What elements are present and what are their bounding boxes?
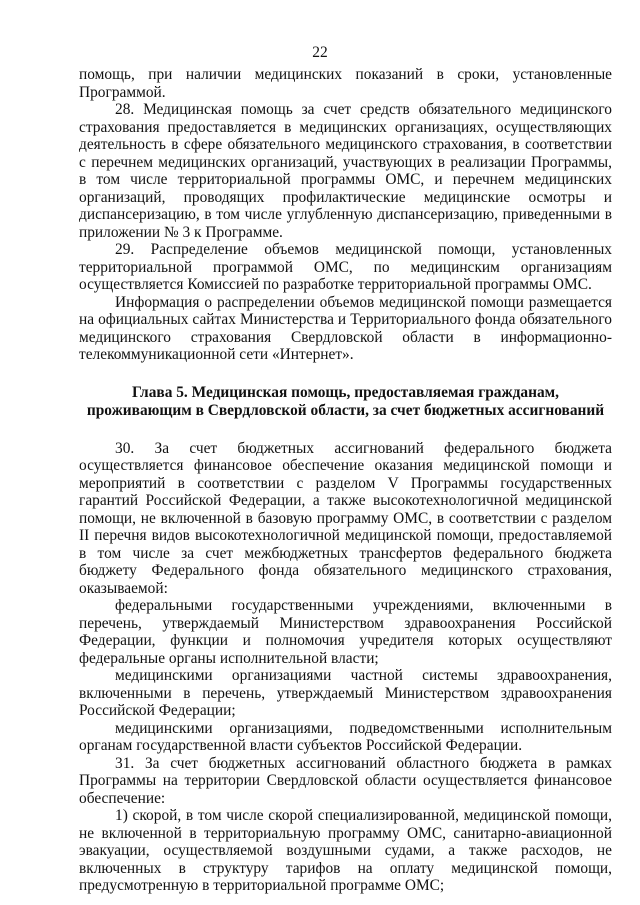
paragraph-subitem-1: 1) скорой, в том числе скорой специализированной, медицинской помощи, не включенной в территориальную программу ОМС, санитарно-авиационной эвакуации, осуществляемой воздушными судами, а также расходов, не включенных в структуру тарифов на оплату медицинской помощи, предусмотренную в территориальной программе ОМС; xyxy=(79,807,612,894)
paragraph-item-30: 30. За счет бюджетных ассигнований федерального бюджета осуществляется финансовое обеспечение оказания медицинской помощи и мероприятий в соответствии с разделом V Программы государственных гарантий Российской Федерации, а также высокотехнологичной медицинской помощи, не включенной в базовую программу ОМС, в соответствии с разделом II перечня видов высокотехнологичной медицинской помощи, предоставляемой в том числе за счет межбюджетных трансфертов федерального бюджета бюджету Федерального фонда обязательного медицинского страхования, оказываемой: xyxy=(79,439,612,597)
chapter-heading-line-2: проживающим в Свердловской области, за счет бюджетных ассигнований xyxy=(86,401,605,419)
chapter-heading xyxy=(79,384,612,420)
paragraph-item-29: 29. Распределение объемов медицинской помощи, установленных территориальной программой ОМС, по медицинским организациям осуществляется Комиссией по разработке территориальной программы ОМС. xyxy=(79,241,612,293)
page-number: 22 xyxy=(312,44,328,61)
paragraph-item-28: 28. Медицинская помощь за счет средств обязательного медицинского страхования предоставляется в медицинских организациях, осуществляющих деятельность в сфере обязательного медицинского страхования, в соответствии с перечнем медицинских организаций, участвующих в реализации Программы, в том числе территориальной программы ОМС, и перечнем медицинских организаций, проводящих профилактические медицинские осмотры и диспансеризацию, в том числе углубленную диспансеризацию, приведенными в приложении № 3 к Программе. xyxy=(79,101,612,241)
chapter-heading-line-1: Глава 5. Медицинская помощь, предоставляемая гражданам, xyxy=(132,383,559,401)
paragraph-continuation: помощь, при наличии медицинских показаний в сроки, установленные Программой. xyxy=(79,66,612,101)
paragraph-info-distribution: Информация о распределении объемов медицинской помощи размещается на официальных сайтах Министерства и Территориального фонда обязательного медицинского страхования Свердловской области в информационно-телекоммуникационной сети «Интернет». xyxy=(79,293,612,363)
paragraph-subordinate-organizations: медицинскими организациями, подведомственными исполнительным органам государственной власти субъектов Российской Федерации. xyxy=(79,719,612,754)
spacer xyxy=(79,364,612,384)
document-body xyxy=(79,66,612,895)
paragraph-private-organizations: медицинскими организациями частной системы здравоохранения, включенными в перечень, утверждаемый Министерством здравоохранения Российской Федерации; xyxy=(79,667,612,719)
spacer xyxy=(79,420,612,440)
paragraph-item-31: 31. За счет бюджетных ассигнований областного бюджета в рамках Программы на территории Свердловской области осуществляется финансовое обеспечение: xyxy=(79,754,612,807)
paragraph-federal-institutions: федеральными государственными учреждениями, включенными в перечень, утверждаемый Министерством здравоохранения Российской Федерации, функции и полномочия учредителя которых осуществляют федеральные органы исполнительной власти; xyxy=(79,597,612,667)
